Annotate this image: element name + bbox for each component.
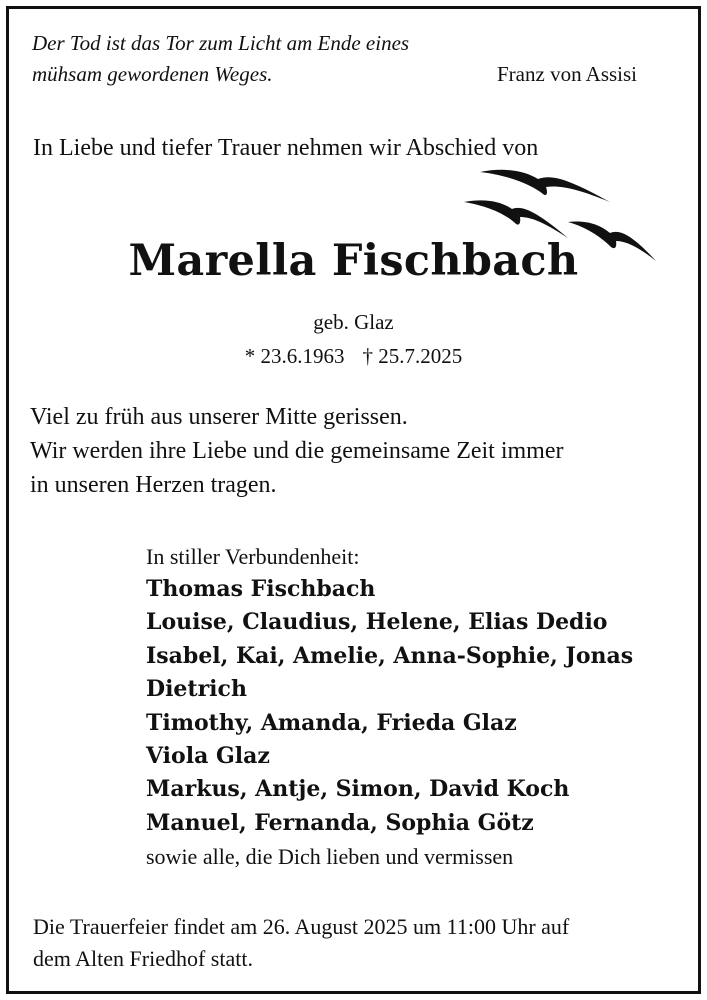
mourner-line: Timothy, Amanda, Frieda Glaz [146,709,517,736]
message-line: in unseren Herzen tragen. [30,472,277,498]
mourner-line: Manuel, Fernanda, Sophia Götz [146,809,534,836]
service-line: Die Trauerfeier findet am 26. August 2025 um 11:00 Uhr auf [33,914,570,939]
quote [32,28,409,90]
mourner-line: Isabel, Kai, Amelie, Anna-Sophie, Jonas [146,642,634,669]
maiden-name: geb. Glaz [313,310,394,334]
quote-author: Franz von Assisi [497,62,638,86]
quote-line: Der Tod ist das Tor zum Licht am Ende eines [32,31,410,55]
mourner-line: Thomas Fischbach [146,576,376,602]
mourner-line: Viola Glaz [146,743,270,770]
birth-date: * 23.6.1963 [244,344,345,368]
intro-text: In Liebe und tiefer Trauer nehmen wir Abschied von [33,135,539,161]
mourners-block [146,540,633,873]
mourner-line: Dietrich [146,676,247,703]
message-line: Wir werden ihre Liebe und die gemeinsame Zeit immer [30,438,564,464]
service-line: dem Alten Friedhof statt. [33,946,253,971]
deceased-name: Marella Fischbach [128,236,579,286]
mourner-line: Markus, Antje, Simon, David Koch [146,776,570,803]
message-line: Viel zu früh aus unserer Mitte gerissen. [30,404,408,430]
mourners-closing: sowie alle, die Dich lieben und vermissen [146,844,514,870]
mourners-heading: In stiller Verbundenheit: [146,544,360,569]
bird-icon [480,170,610,202]
life-dates [0,341,707,371]
death-date: † 25.7.2025 [362,344,463,368]
memorial-message [30,400,564,502]
quote-line: mühsam gewordenen Weges. [32,62,273,86]
funeral-service-info [33,911,569,975]
mourner-line: Louise, Claudius, Helene, Elias Dedio [146,609,608,636]
